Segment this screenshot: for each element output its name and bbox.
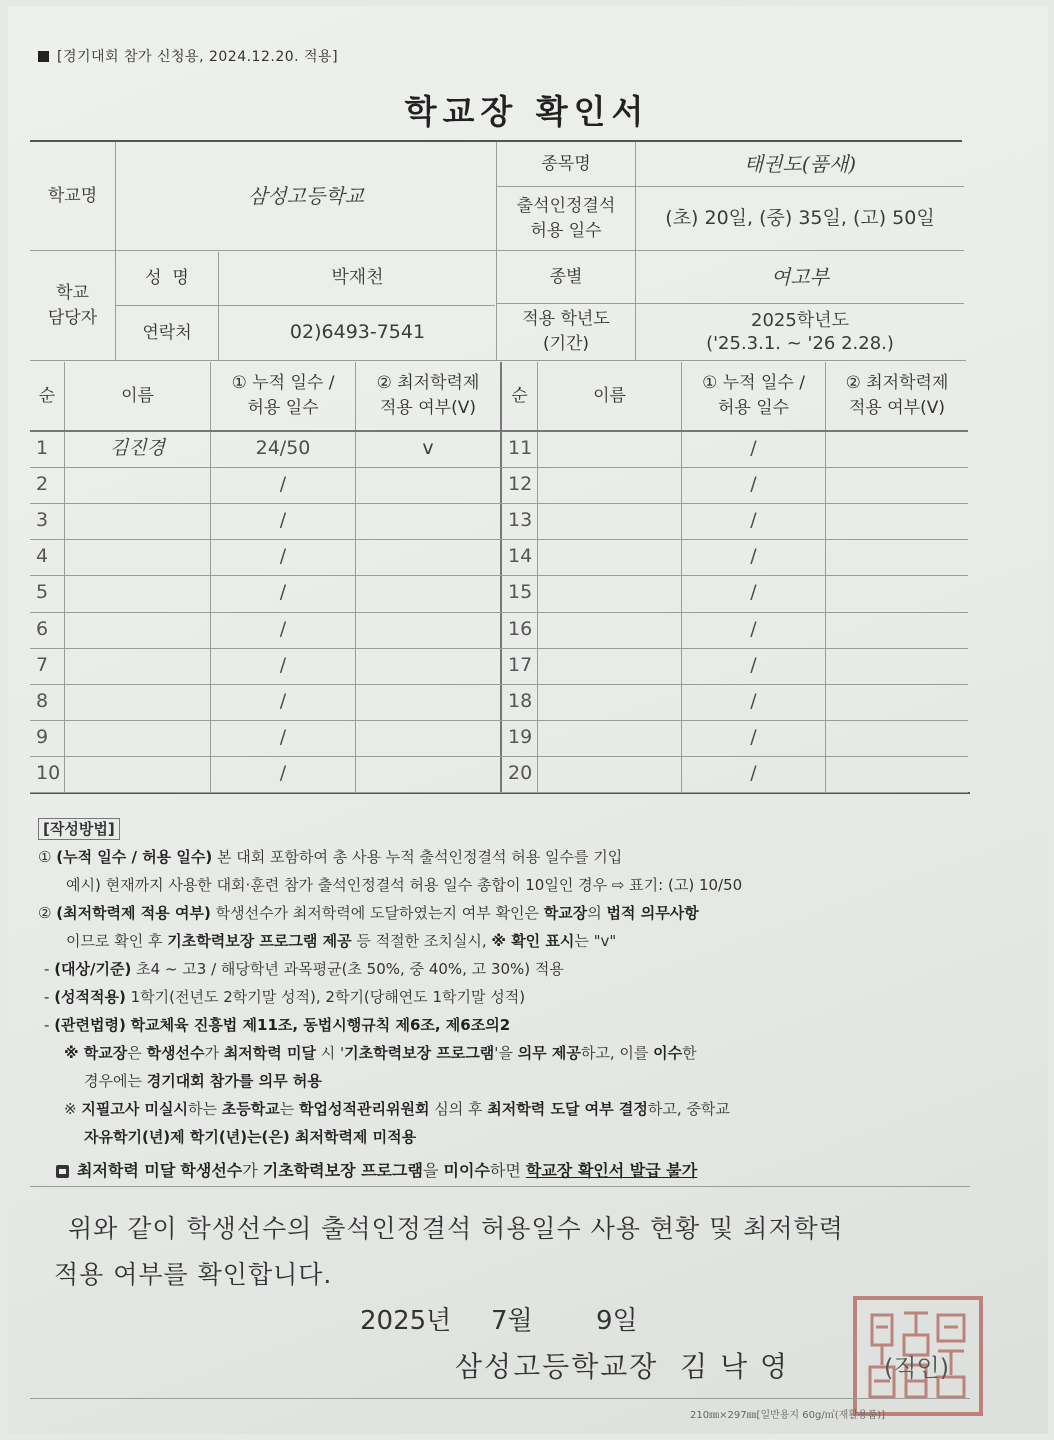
roster-header-min-right (826, 362, 968, 430)
roster-min-cell (826, 467, 968, 503)
roster-no-cell: 11 (508, 437, 533, 460)
roster-no-cell: 18 (508, 690, 533, 713)
instruction-2-text: 의 (587, 904, 602, 922)
roster-name-cell (538, 684, 681, 720)
roster-days-cell: / (750, 473, 757, 496)
roster-min-cell (356, 575, 500, 611)
roster-no-cell: 13 (508, 509, 533, 532)
instruction-2-emph: ※ 확인 표시 (491, 932, 575, 950)
roster-header-no-left: 순 (38, 385, 56, 406)
note-2 (38, 1095, 973, 1123)
days-header-line2: 허용 일수 (247, 398, 319, 418)
note-emph: 초등학교 (221, 1100, 280, 1118)
note-text: 은 (127, 1044, 142, 1062)
instructions-bottom-rule (30, 1186, 970, 1187)
roster-name-cell (538, 612, 681, 648)
bullet-grades: - (성적적용) 1학기(전년도 2학기말 성적), 2학기(당해연도 1학기말 성적) (44, 988, 526, 1006)
note-text: 하는 (188, 1100, 217, 1118)
bullet-text: 1학기(전년도 2학기말 성적), 2학기(당해연도 1학기말 성적) (130, 988, 526, 1006)
roster-min-cell (826, 720, 968, 756)
roster-days-cell: / (750, 762, 757, 785)
note-text: 하고, 이를 (580, 1044, 649, 1062)
instruction-2-text: 학생선수가 최저학력에 도달하였는지 여부 확인은 (215, 904, 539, 922)
date-month: 7월 (491, 1306, 533, 1336)
roster-no-cell: 2 (36, 473, 49, 496)
roster-days-cell: / (279, 581, 287, 604)
roster-min-cell (826, 648, 968, 684)
bullet-target: - (대상/기준) 초4 ~ 고3 / 해당학년 과목평균(초 50%, 중 40%, 고 30%) 적용 (44, 960, 564, 978)
instruction-2-text: 는 "v" (574, 932, 617, 950)
note-text: 는 (279, 1100, 295, 1118)
form-usage-note-text: [경기대회 참가 신청용, 2024.12.20. 적용] (57, 49, 339, 65)
name-label: 성 명 (145, 267, 189, 288)
instruction-2-emph: 기초학력보장 프로그램 제공 (167, 932, 352, 950)
roster-name-cell (65, 467, 210, 503)
note-emph: 지필고사 미실시 (81, 1100, 189, 1118)
roster-days-cell: / (750, 581, 757, 604)
roster-days-cell: / (750, 437, 757, 460)
instruction-2-text: 이므로 확인 후 (66, 932, 163, 950)
roster-days-cell: / (279, 654, 287, 677)
warning-text: 하면 (489, 1161, 521, 1180)
note-text: 가 (204, 1044, 220, 1062)
roster-no-cell: 16 (508, 618, 533, 641)
roster-min-cell (356, 648, 500, 684)
roster-days-cell: / (279, 690, 287, 713)
note-text: 경우에는 (84, 1072, 142, 1090)
note-emph: 의무 제공 (517, 1044, 581, 1062)
roster-no-cell: 8 (36, 690, 49, 713)
roster-no-cell: 20 (508, 762, 533, 785)
roster-min-cell (826, 575, 968, 611)
roster-name-cell (538, 467, 681, 503)
bullet-heading: (대상/기준) (54, 960, 132, 978)
note-emph: 경기대회 참가를 의무 허용 (146, 1072, 322, 1090)
min-header-line2: 적용 여부(V) (849, 398, 945, 418)
manager-name: 박재천 (331, 266, 384, 288)
absence-label (497, 187, 635, 250)
roster-days-cell: / (279, 726, 287, 749)
roster-days-cell: / (750, 690, 757, 713)
instructions (38, 815, 973, 1185)
note-emph: 이수 (653, 1044, 683, 1062)
roster-name-cell: 김진경 (109, 437, 166, 460)
warning-emph: 기초학력보장 프로그램 (262, 1161, 423, 1180)
note-1 (38, 1039, 973, 1067)
bullet-heading: (성적적용) (54, 988, 126, 1006)
note-emph: 학생선수 (146, 1044, 205, 1062)
roster-name-cell (65, 503, 210, 539)
days-header-line2: 허용 일수 (717, 398, 790, 418)
instruction-2-heading: (최저학력제 적용 여부) (56, 904, 211, 922)
year-label-line2: (기간) (542, 334, 590, 354)
year-value (636, 304, 964, 360)
instructions-title: [작성방법] (38, 818, 120, 840)
roster-header-days-right (682, 362, 825, 430)
circled-one: ① (38, 848, 52, 866)
signer-name: 삼성고등학교장 김 낙 영 (455, 1350, 790, 1383)
days-header-line1: ① 누적 일수 / (702, 373, 805, 394)
instruction-2-emph: 법적 의무사항 (606, 904, 699, 922)
year-label-line1: 적용 학년도 (522, 309, 610, 330)
roster-min-cell (826, 503, 968, 539)
roster-row-rule (30, 792, 968, 793)
roster-min-cell (826, 431, 968, 467)
roster-no-cell: 12 (508, 473, 533, 496)
paper-spec-note: 210㎜×297㎜[일반용지 60g/㎡(재활용품)] (690, 1410, 886, 1421)
roster-name-cell (538, 503, 681, 539)
roster-days-cell: / (750, 545, 757, 568)
year-value-line1: 2025학년도 (751, 309, 849, 331)
roster-no-cell: 1 (36, 437, 49, 460)
roster-no-cell: 14 (508, 545, 533, 568)
warning-emph: 학생선수 (180, 1161, 243, 1180)
note-text: 하고, 중학교 (647, 1100, 730, 1118)
roster-name-cell (538, 431, 681, 467)
instruction-1-example: 예시) 현재까지 사용한 대회·훈련 참가 출석인정결석 허용 일수 총합이 10일인 경우 ⇨ 표기: (고) 10/50 (66, 876, 743, 894)
manager-label (30, 251, 115, 360)
warning-emph: 최저학력 미달 (77, 1161, 176, 1180)
roster-days-cell: 24/50 (255, 437, 311, 460)
instruction-1-text: 본 대회 포함하여 총 사용 누적 출석인정결석 허용 일수를 기입 (217, 848, 623, 866)
year-value-line2: ('25.3.1. ~ '26 2.28.) (706, 333, 894, 354)
roster-days-cell: / (750, 618, 757, 641)
category-label: 종별 (549, 266, 583, 287)
roster-no-cell: 6 (36, 618, 49, 641)
roster-name-cell (538, 575, 681, 611)
bullet-text: 초4 ~ 고3 / 해당학년 과목평균(초 50%, 중 40%, 고 30%) 적용 (136, 960, 564, 978)
note-emph: ※ 학교장 (64, 1044, 128, 1062)
roster-no-cell: 9 (36, 726, 49, 749)
note-text: ※ (64, 1100, 77, 1118)
note-emph: 자유학기(년)제 학기(년)는(은) 최저학력제 미적용 (84, 1128, 417, 1146)
note-text: '을 (494, 1044, 513, 1062)
note-2-line2 (38, 1123, 973, 1151)
min-header-line1: ② 최저학력제 (376, 373, 480, 394)
instruction-1-heading: (누적 일수 / 허용 일수) (56, 848, 213, 866)
form-usage-note (38, 46, 338, 66)
days-header-line1: ① 누적 일수 / (231, 373, 335, 394)
bullet-text: 학교체육 진흥법 제11조, 동법시행규칙 제6조, 제6조의2 (130, 1016, 511, 1034)
note-1-line2 (38, 1067, 973, 1095)
roster-name-cell (65, 539, 210, 575)
info-rule (30, 360, 966, 361)
roster-min-cell (356, 756, 500, 792)
roster-name-cell (65, 575, 210, 611)
note-emph: 기초학력보장 프로그램 (344, 1044, 495, 1062)
roster-days-cell: / (279, 618, 287, 641)
warning-line (38, 1157, 973, 1185)
note-text: 심의 후 (434, 1100, 483, 1118)
event-value: 태권도(품새) (743, 151, 857, 176)
warning-emph: 미이수 (443, 1161, 490, 1180)
bullet-heading: (관련법령) (54, 1016, 126, 1034)
roster-min-cell (356, 720, 500, 756)
document-title: 학교장 확인서 (404, 92, 650, 131)
roster-no-cell: 19 (508, 726, 533, 749)
instruction-2-emph: 학교장 (543, 904, 588, 922)
footer-rule (30, 1398, 970, 1399)
roster-no-cell: 4 (36, 545, 49, 568)
category-value: 여고부 (771, 264, 829, 289)
roster-min-cell (356, 612, 500, 648)
absence-label-line1: 출석인정결석 (516, 195, 616, 216)
school-label: 학교명 (47, 185, 98, 206)
note-emph: 최저학력 미달 (223, 1044, 316, 1062)
warning-emph: 학교장 확인서 발급 불가 (525, 1161, 698, 1180)
absence-label-line2: 허용 일수 (530, 220, 602, 241)
note-text: 한 (682, 1044, 697, 1062)
roster-name-cell (65, 648, 210, 684)
roster-min-cell (356, 503, 500, 539)
roster-name-cell (65, 720, 210, 756)
roster-name-cell (538, 648, 681, 684)
school-name: 삼성고등학교 (248, 183, 364, 208)
manager-label-line2: 담당자 (47, 307, 98, 328)
roster-min-cell (356, 539, 500, 575)
roster-name-cell (65, 684, 210, 720)
warning-text: 을 (422, 1161, 439, 1180)
instruction-2-line2 (38, 927, 973, 955)
roster-name-cell (538, 756, 681, 792)
confirmation-line1: 위와 같이 학생선수의 출석인정결석 허용일수 사용 현황 및 최저학력 (68, 1214, 844, 1243)
roster-name-cell (538, 720, 681, 756)
roster-no-cell: 3 (36, 509, 49, 532)
roster-days-cell: / (279, 509, 287, 532)
roster-name-cell (538, 539, 681, 575)
manager-label-line1: 학교 (56, 282, 89, 303)
roster-days-cell: / (750, 654, 757, 677)
instruction-2-text: 등 적절한 조치실시, (356, 932, 487, 950)
roster-name-cell (65, 756, 210, 792)
date-day: 9일 (596, 1306, 638, 1336)
instruction-2 (38, 899, 973, 927)
min-header-line2: 적용 여부(V) (380, 398, 476, 418)
roster-days-cell: / (279, 762, 287, 785)
note-emph: 학업성적관리위원회 (299, 1100, 430, 1118)
roster-min-cell (826, 539, 968, 575)
seal-label: (직인) (884, 1354, 950, 1382)
roster-days-cell: / (279, 545, 287, 568)
roster-min-cell (826, 612, 968, 648)
checkbox-icon (56, 1165, 69, 1178)
roster-no-cell: 17 (508, 654, 533, 677)
contact-value: 02)6493-7541 (289, 321, 426, 344)
roster-days-cell: / (750, 509, 757, 532)
roster-name-cell (65, 612, 210, 648)
roster-min-cell (356, 684, 500, 720)
roster-header-days-left (211, 362, 355, 430)
event-label: 종목명 (541, 153, 591, 174)
warning-text: 가 (242, 1161, 258, 1180)
note-emph: 최저학력 도달 여부 결정 (487, 1100, 648, 1118)
roster-header-name-left: 이름 (121, 385, 154, 406)
roster-no-cell: 15 (508, 581, 533, 604)
roster-header-no-right: 순 (511, 385, 528, 406)
year-label (497, 304, 635, 360)
roster-no-cell: 7 (36, 654, 49, 677)
note-text: 시 ' (320, 1044, 345, 1062)
contact-label: 연락처 (142, 322, 192, 343)
roster-min-cell: v (422, 437, 434, 460)
confirmation-statement (54, 1206, 974, 1298)
roster-min-cell (826, 684, 968, 720)
roster-min-cell (826, 756, 968, 792)
circled-two: ② (38, 904, 52, 922)
instruction-1 (38, 843, 973, 871)
roster-days-cell: / (750, 726, 757, 749)
confirmation-line2: 적용 여부를 확인합니다. (54, 1260, 333, 1289)
roster-header-name-right: 이름 (593, 385, 626, 406)
min-header-line1: ② 최저학력제 (845, 373, 949, 394)
roster-header-min-left (356, 362, 500, 430)
roster-no-cell: 5 (36, 581, 49, 604)
date-year: 2025년 (360, 1306, 452, 1336)
roster-min-cell (356, 467, 500, 503)
absence-value: (초) 20일, (중) 35일, (고) 50일 (665, 206, 935, 229)
instructions-title-line (38, 815, 973, 843)
bullet-law: - (관련법령) 학교체육 진흥법 제11조, 동법시행규칙 제6조, 제6조의2 (44, 1016, 511, 1034)
roster-days-cell: / (279, 473, 287, 496)
square-bullet-icon (38, 51, 49, 62)
roster-no-cell: 10 (36, 762, 61, 785)
